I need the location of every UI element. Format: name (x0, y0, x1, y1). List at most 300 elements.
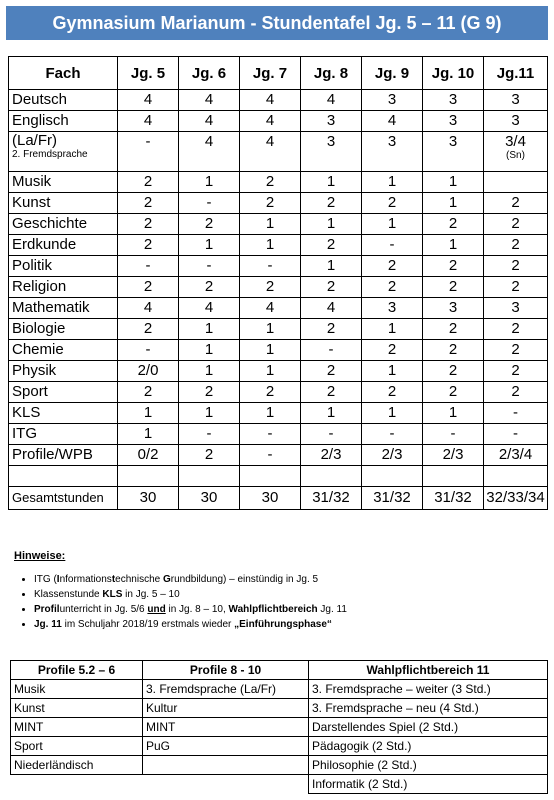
subject-name: KLS (12, 404, 41, 421)
hours-cell (240, 172, 301, 193)
hours-cell (484, 403, 548, 424)
hours-value: 2 (143, 173, 153, 190)
empty-cell (179, 466, 240, 487)
table-row (9, 214, 548, 235)
hours-cell (240, 445, 301, 466)
subject-name: Religion (12, 278, 67, 295)
subject-name: Mathematik (12, 299, 90, 316)
hours-value: 2/3 (320, 446, 342, 463)
hours-cell (301, 424, 362, 445)
hours-cell (484, 172, 548, 193)
subject-name: Profile/WPB (12, 446, 93, 463)
hours-cell (423, 172, 484, 193)
hours-value: 1 (265, 215, 275, 232)
profiles-table (10, 660, 548, 794)
hours-value: 2 (511, 341, 520, 358)
column-header: Jg. 5 (118, 57, 179, 90)
hours-cell (240, 277, 301, 298)
hours-value: 3 (326, 133, 336, 150)
column-header: Jg. 7 (240, 57, 301, 90)
hours-cell (423, 403, 484, 424)
hours-value: 2 (204, 383, 214, 400)
table-row (11, 775, 548, 794)
hours-value: 2 (448, 278, 458, 295)
hours-value: 4 (265, 299, 275, 316)
hours-cell (240, 382, 301, 403)
subject-name: Chemie (12, 341, 64, 358)
hours-cell (118, 403, 179, 424)
hours-cell (118, 298, 179, 319)
hours-value: 2 (143, 194, 153, 211)
hours-value: 4 (265, 91, 275, 108)
hours-cell (118, 424, 179, 445)
hours-cell (179, 235, 240, 256)
note-item (34, 572, 347, 587)
hours-cell (301, 319, 362, 340)
subject-name: Sport (12, 383, 48, 400)
hours-cell (484, 298, 548, 319)
hours-value: 1 (265, 404, 275, 421)
hours-value: 1 (387, 173, 397, 190)
hours-value: 3 (387, 91, 397, 108)
note-text: unterricht in Jg. 5/6 (59, 604, 148, 615)
hours-value: 2 (265, 173, 275, 190)
hours-value: 2 (387, 257, 397, 274)
hours-cell (118, 235, 179, 256)
hours-value: 3 (326, 112, 336, 129)
subject-cell (9, 111, 118, 132)
hours-cell (423, 132, 484, 172)
hours-cell (118, 172, 179, 193)
note-text: in Jg. 5 – 10 (122, 589, 180, 600)
hours-cell (423, 319, 484, 340)
hours-value: 2 (511, 194, 520, 211)
hours-cell (362, 298, 423, 319)
column-header: Jg. 8 (301, 57, 362, 90)
hours-value: 1 (326, 404, 336, 421)
hours-value: 2 (326, 362, 336, 379)
total-value: 32/33/34 (484, 487, 548, 510)
table-row (9, 403, 548, 424)
hours-cell (118, 132, 179, 172)
hours-cell (484, 424, 548, 445)
column-header: Jg.11 (484, 57, 548, 90)
hours-cell (240, 319, 301, 340)
note-text: Profil (34, 604, 60, 615)
hours-cell (240, 90, 301, 111)
table-row (11, 718, 548, 737)
total-value: 31/32 (423, 487, 484, 510)
hours-value: 3 (448, 91, 458, 108)
note-text: Klassenstunde (34, 589, 103, 600)
hours-value: 1 (448, 404, 458, 421)
subject-cell (9, 256, 118, 277)
table-row (9, 298, 548, 319)
hours-cell (484, 132, 548, 172)
hours-value: 4 (326, 299, 336, 316)
table-row (9, 132, 548, 172)
hinweise-list (14, 572, 347, 632)
hours-cell (179, 445, 240, 466)
note-text: KLS (102, 589, 123, 600)
column-header: Fach (9, 57, 118, 90)
subject-name: Deutsch (12, 91, 68, 108)
hours-value: 3 (448, 112, 458, 129)
hours-cell (301, 445, 362, 466)
spacer-row (9, 466, 548, 487)
hours-value: - (145, 341, 151, 358)
hours-cell (484, 382, 548, 403)
subject-cell (9, 277, 118, 298)
hours-cell (301, 256, 362, 277)
hours-value: 3 (511, 299, 520, 316)
subject-cell (9, 319, 118, 340)
hours-value: 1 (143, 425, 153, 442)
hours-value: - (328, 341, 334, 358)
profile-cell: MINT (11, 718, 143, 737)
table-row (11, 756, 548, 775)
hours-cell (484, 235, 548, 256)
hours-cell (240, 256, 301, 277)
table-row (11, 680, 548, 699)
subject-cell (9, 424, 118, 445)
hours-value: 2 (143, 383, 153, 400)
hours-value: 3 (448, 299, 458, 316)
total-value: 31/32 (301, 487, 362, 510)
hours-cell (362, 90, 423, 111)
hours-cell (179, 319, 240, 340)
hours-cell (240, 298, 301, 319)
column-header: Wahlpflichtbereich 11 (309, 661, 548, 680)
hours-cell (423, 298, 484, 319)
column-header: Profile 5.2 – 6 (11, 661, 143, 680)
profile-cell: Informatik (2 Std.) (309, 775, 548, 794)
profile-cell: Kunst (11, 699, 143, 718)
hours-cell (179, 90, 240, 111)
table-row (9, 172, 548, 193)
hours-value: 2/3/4 (498, 446, 533, 463)
hours-cell (362, 361, 423, 382)
hours-cell (362, 172, 423, 193)
hours-value: 0/2 (137, 446, 159, 463)
hours-cell (423, 111, 484, 132)
empty-cell (423, 466, 484, 487)
hours-cell (301, 298, 362, 319)
hours-value: 1 (204, 173, 214, 190)
hours-value: 4 (143, 112, 153, 129)
hours-value: - (513, 404, 518, 421)
hours-value: - (389, 236, 395, 253)
hours-cell (301, 340, 362, 361)
profile-cell: Kultur (143, 699, 309, 718)
subject-name: Kunst (12, 194, 51, 211)
hours-cell (362, 256, 423, 277)
hours-cell (179, 277, 240, 298)
hours-value: 1 (387, 362, 397, 379)
page-title: Gymnasium Marianum - Stundentafel Jg. 5 – 11 (G 9) (6, 6, 548, 40)
hours-cell (362, 382, 423, 403)
empty-cell (240, 466, 301, 487)
hours-cell (118, 319, 179, 340)
profile-cell: PuG (143, 737, 309, 756)
hours-value: 4 (204, 91, 214, 108)
hours-cell (118, 214, 179, 235)
hours-cell (362, 132, 423, 172)
note-text: im Schuljahr 2018/19 erstmals wieder (61, 619, 235, 630)
empty-cell (9, 466, 118, 487)
hours-value: - (267, 257, 273, 274)
hours-cell (362, 403, 423, 424)
hours-value: 4 (143, 91, 153, 108)
hours-cell (362, 319, 423, 340)
hours-cell (362, 340, 423, 361)
profile-cell: Niederländisch (11, 756, 143, 775)
hours-cell (423, 256, 484, 277)
hours-cell (179, 298, 240, 319)
profile-cell: 3. Fremdsprache – neu (4 Std.) (309, 699, 548, 718)
table-row (9, 90, 548, 111)
hours-cell (240, 403, 301, 424)
table-row (9, 382, 548, 403)
hours-cell (118, 111, 179, 132)
empty-cell (484, 466, 548, 487)
table-row (9, 445, 548, 466)
hours-cell (423, 235, 484, 256)
subject-cell (9, 90, 118, 111)
profile-cell: 3. Fremdsprache (La/Fr) (143, 680, 309, 699)
total-value: 30 (179, 487, 240, 510)
hours-value: - (145, 133, 151, 150)
hours-value: 2 (448, 383, 458, 400)
hours-value: 2 (326, 320, 336, 337)
hours-cell (362, 235, 423, 256)
hours-cell (179, 382, 240, 403)
stundentafel-table (8, 56, 548, 510)
hours-value: 4 (204, 112, 214, 129)
hours-value: 2 (387, 194, 397, 211)
total-value: 30 (240, 487, 301, 510)
hours-cell (118, 382, 179, 403)
subject-cell (9, 132, 118, 172)
table-row (9, 424, 548, 445)
hours-value: 3 (511, 91, 520, 108)
hours-value: 1 (448, 194, 458, 211)
subject-name: Biologie (12, 320, 66, 337)
hours-cell (179, 424, 240, 445)
hours-cell (179, 214, 240, 235)
hours-cell (484, 193, 548, 214)
subject-name: Geschichte (12, 215, 88, 232)
table-row (9, 235, 548, 256)
hours-cell (423, 382, 484, 403)
hours-cell (179, 193, 240, 214)
subject-cell (9, 403, 118, 424)
hours-cell (362, 277, 423, 298)
hours-value: - (328, 425, 334, 442)
hours-value: 3 (511, 112, 520, 129)
hours-value: 2 (511, 236, 520, 253)
total-row (9, 487, 548, 510)
table-row (11, 737, 548, 756)
hours-value: 1 (204, 320, 214, 337)
hours-value: 2 (326, 194, 336, 211)
hours-value: 2/3 (442, 446, 464, 463)
hours-cell (179, 132, 240, 172)
profile-cell: Musik (11, 680, 143, 699)
hours-value: - (206, 425, 212, 442)
hours-value: 4 (204, 299, 214, 316)
hours-cell (362, 214, 423, 235)
table-row (9, 319, 548, 340)
hours-cell (423, 340, 484, 361)
hours-value: 2 (326, 383, 336, 400)
hours-value: 2 (204, 446, 214, 463)
hours-cell (179, 172, 240, 193)
hours-cell (240, 193, 301, 214)
column-header: Profile 8 - 10 (143, 661, 309, 680)
subject-cell (9, 172, 118, 193)
hours-cell (484, 340, 548, 361)
hours-value: - (389, 425, 395, 442)
hours-cell (301, 132, 362, 172)
hours-cell (484, 277, 548, 298)
hours-value: 3 (387, 299, 397, 316)
hours-value: 2 (326, 278, 336, 295)
note-text: „Einführungsphase“ (234, 619, 332, 630)
hours-value: 1 (387, 404, 397, 421)
subject-cell (9, 235, 118, 256)
hours-cell (301, 111, 362, 132)
hours-value: 2 (326, 236, 336, 253)
column-header: Jg. 9 (362, 57, 423, 90)
empty-cell (301, 466, 362, 487)
hours-cell (118, 445, 179, 466)
hours-value: 3 (387, 133, 397, 150)
hours-value: 2 (448, 320, 458, 337)
hours-value: 2/0 (137, 362, 159, 379)
hours-value: 1 (204, 362, 214, 379)
hours-cell (484, 256, 548, 277)
note-text: in Jg. 8 – 10, (165, 604, 229, 615)
total-label: Gesamtstunden (9, 487, 118, 510)
hours-value: 2 (143, 236, 153, 253)
subject-cell (9, 382, 118, 403)
hours-cell (240, 111, 301, 132)
table-row (9, 361, 548, 382)
note-text: t (111, 574, 116, 585)
hours-cell (362, 445, 423, 466)
total-value: 31/32 (362, 487, 423, 510)
profile-cell: Darstellendes Spiel (2 Std.) (309, 718, 548, 737)
hours-value: 2 (265, 278, 275, 295)
hours-cell (484, 111, 548, 132)
subject-name: ITG (12, 425, 37, 442)
hours-value: - (206, 257, 212, 274)
hours-cell (301, 361, 362, 382)
hours-value: 2 (511, 215, 520, 232)
profile-cell: MINT (143, 718, 309, 737)
hours-cell (240, 361, 301, 382)
total-value: 30 (118, 487, 179, 510)
hours-value: 1 (326, 257, 336, 274)
hours-value: 1 (265, 236, 275, 253)
hours-value: 2 (511, 257, 520, 274)
table-row (9, 111, 548, 132)
hours-value: 2 (204, 215, 214, 232)
subject-cell (9, 445, 118, 466)
hours-value: 1 (387, 215, 397, 232)
hours-cell (301, 172, 362, 193)
hours-cell (423, 424, 484, 445)
hours-value: 4 (326, 91, 336, 108)
hours-value: 3 (448, 133, 458, 150)
hours-value: - (145, 257, 151, 274)
note-text: Wahlpflichtbereich (228, 604, 318, 615)
hours-cell (240, 235, 301, 256)
note-text: G (162, 574, 171, 585)
subject-cell (9, 193, 118, 214)
column-header: Jg. 6 (179, 57, 240, 90)
note-item (34, 617, 347, 632)
note-text: nformations (59, 574, 112, 585)
note-item (34, 602, 347, 617)
subject-name: Musik (12, 173, 52, 190)
hours-value: 1 (265, 320, 275, 337)
hours-value: 2/3 (381, 446, 403, 463)
hours-cell (118, 256, 179, 277)
column-header: Jg. 10 (423, 57, 484, 90)
hours-value: 2 (143, 320, 153, 337)
hours-value: 4 (265, 112, 275, 129)
hours-value: 1 (204, 341, 214, 358)
hours-cell (118, 193, 179, 214)
hours-value: 1 (448, 173, 458, 190)
table-row (9, 277, 548, 298)
table-row (9, 340, 548, 361)
hours-cell (423, 90, 484, 111)
table-row (9, 193, 548, 214)
hours-cell (179, 340, 240, 361)
subject-name: Erdkunde (12, 236, 77, 253)
hours-value: 2 (448, 257, 458, 274)
hours-cell (423, 361, 484, 382)
hours-value: - (450, 425, 456, 442)
hours-value: 2 (448, 341, 458, 358)
hours-cell (484, 319, 548, 340)
hours-value: 1 (387, 320, 397, 337)
hours-cell (301, 90, 362, 111)
hours-cell (240, 132, 301, 172)
hours-value: - (267, 446, 273, 463)
hours-cell (484, 214, 548, 235)
hours-value: 4 (265, 133, 275, 150)
hours-cell (423, 193, 484, 214)
hours-value: 1 (326, 215, 336, 232)
subject-name: Politik (12, 257, 53, 274)
hours-value: 4 (387, 112, 397, 129)
empty-cell (362, 466, 423, 487)
subject-cell (9, 361, 118, 382)
hours-cell (118, 361, 179, 382)
hinweise-heading: Hinweise: (14, 550, 66, 562)
hours-cell (179, 256, 240, 277)
note-text: Jg. 11 (317, 604, 347, 615)
hours-cell (301, 193, 362, 214)
empty-cell (118, 466, 179, 487)
hours-cell (362, 424, 423, 445)
hours-value: 2 (511, 320, 520, 337)
hours-value: - (513, 425, 518, 442)
